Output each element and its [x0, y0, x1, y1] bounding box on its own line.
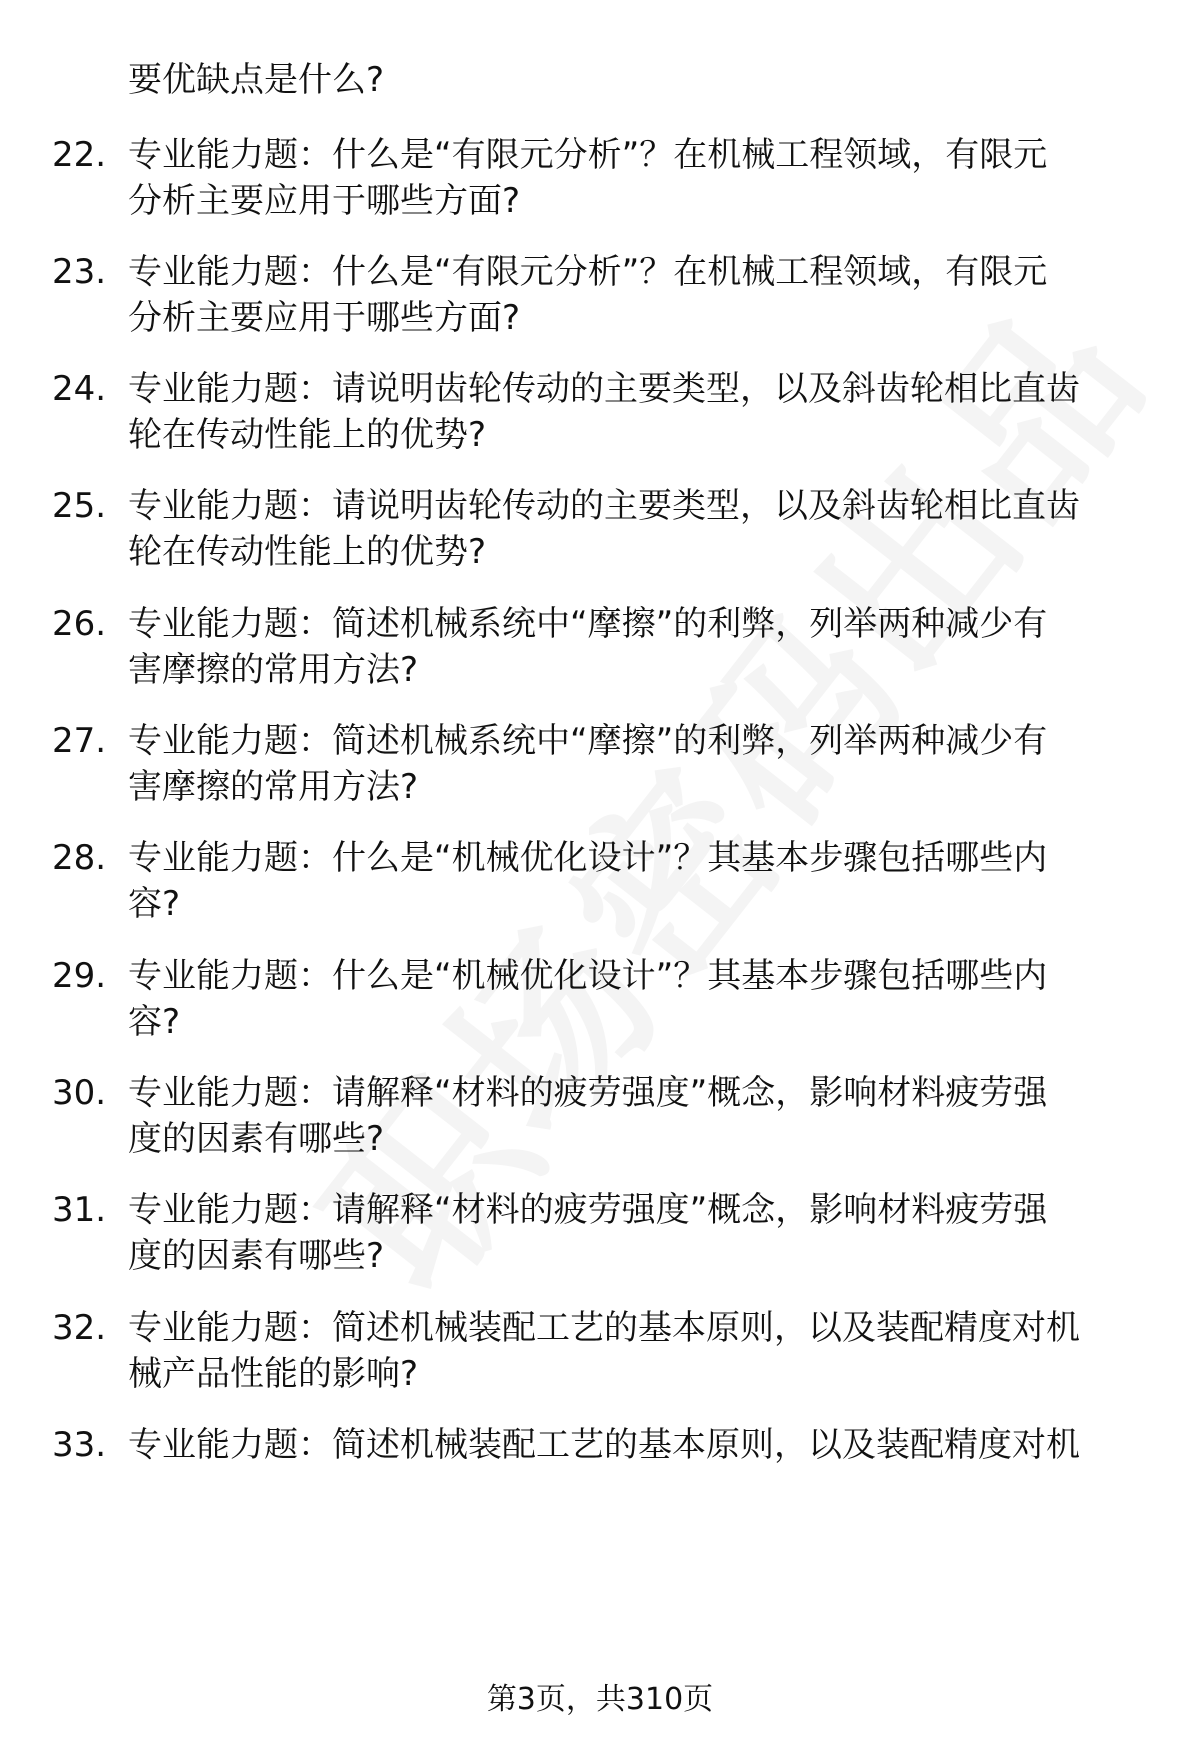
question-text-line: 专业能力题：请解释“材料的疲劳强度”概念，影响材料疲劳强 [128, 1190, 1048, 1230]
question-text-line: 度的因素有哪些? [128, 1236, 385, 1276]
question-number: 33. [52, 1425, 107, 1465]
question-text-line: 轮在传动性能上的优势? [128, 532, 487, 572]
continued-question-text: 要优缺点是什么? [128, 60, 385, 100]
question-text-line: 分析主要应用于哪些方面? [128, 181, 521, 221]
question-text-line: 专业能力题：什么是“机械优化设计”？其基本步骤包括哪些内 [128, 956, 1048, 996]
question-number: 29. [52, 956, 107, 996]
page-number-footer: 第3页，共310页 [486, 1682, 714, 1717]
question-text-line: 专业能力题：请解释“材料的疲劳强度”概念，影响材料疲劳强 [128, 1073, 1048, 1113]
question-number: 24. [52, 369, 107, 409]
question-text-line: 专业能力题：什么是“机械优化设计”？其基本步骤包括哪些内 [128, 838, 1048, 878]
question-text-line: 专业能力题：简述机械装配工艺的基本原则，以及装配精度对机 [128, 1425, 1080, 1465]
question-text-line: 专业能力题：请说明齿轮传动的主要类型，以及斜齿轮相比直齿 [128, 486, 1080, 526]
question-number: 31. [52, 1190, 107, 1230]
question-text-line: 度的因素有哪些? [128, 1119, 385, 1159]
question-text-line: 分析主要应用于哪些方面? [128, 298, 521, 338]
question-text-line: 轮在传动性能上的优势? [128, 415, 487, 455]
question-text-line: 害摩擦的常用方法? [128, 650, 419, 690]
question-text-line: 专业能力题：什么是“有限元分析”？在机械工程领域，有限元 [128, 252, 1048, 292]
question-number: 28. [52, 838, 107, 878]
question-text-line: 专业能力题：简述机械装配工艺的基本原则，以及装配精度对机 [128, 1308, 1080, 1348]
question-number: 22. [52, 135, 107, 175]
question-number: 26. [52, 604, 107, 644]
question-number: 32. [52, 1308, 107, 1348]
question-text-line: 专业能力题：什么是“有限元分析”？在机械工程领域，有限元 [128, 135, 1048, 175]
question-text-line: 专业能力题：请说明齿轮传动的主要类型，以及斜齿轮相比直齿 [128, 369, 1080, 409]
question-number: 23. [52, 252, 107, 292]
question-text-line: 专业能力题：简述机械系统中“摩擦”的利弊，列举两种减少有 [128, 721, 1048, 761]
question-text-line: 专业能力题：简述机械系统中“摩擦”的利弊，列举两种减少有 [128, 604, 1048, 644]
question-text-line: 容? [128, 1002, 181, 1042]
question-text-line: 容? [128, 884, 181, 924]
question-number: 30. [52, 1073, 107, 1113]
question-number: 25. [52, 486, 107, 526]
question-number: 27. [52, 721, 107, 761]
question-text-line: 械产品性能的影响? [128, 1354, 419, 1394]
question-text-line: 害摩擦的常用方法? [128, 767, 419, 807]
